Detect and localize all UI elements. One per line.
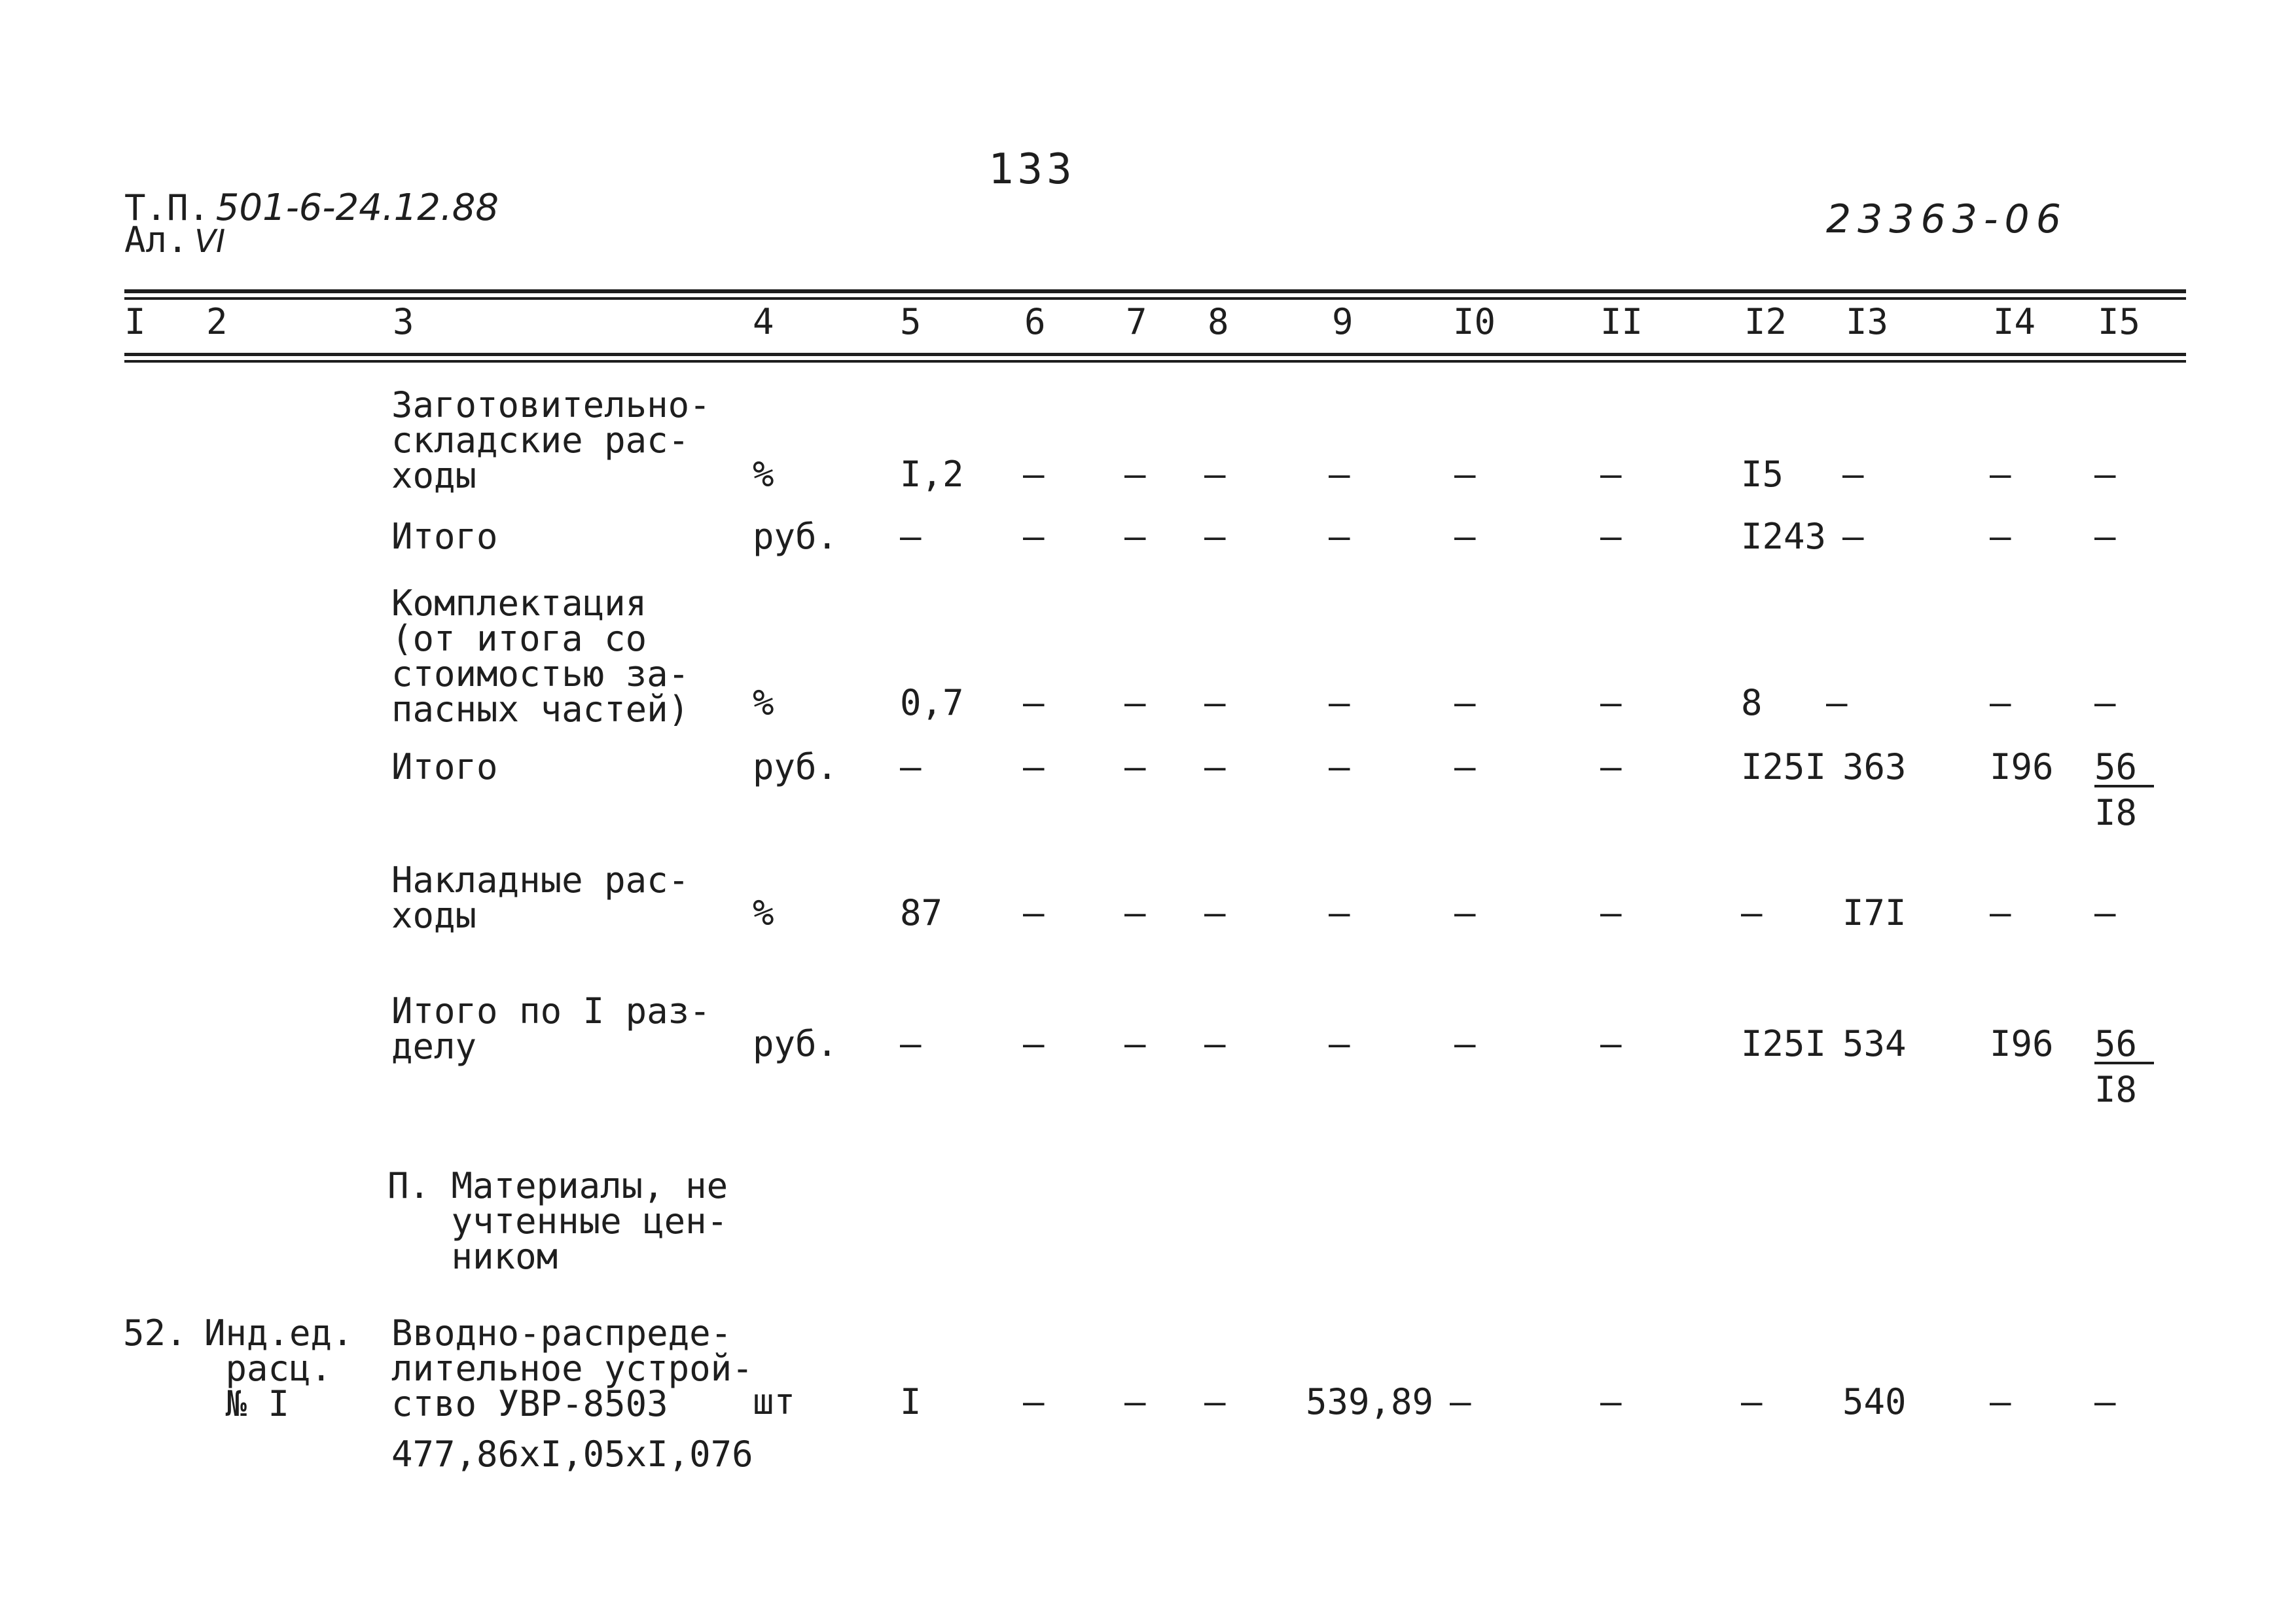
col-header-14: I4: [1993, 301, 2036, 342]
row2-col13: –: [1842, 516, 1864, 557]
item52-col8: –: [1204, 1381, 1226, 1422]
row3-col15: –: [2094, 682, 2116, 723]
row3-col8: –: [1204, 682, 1226, 723]
row5-col6: –: [1023, 892, 1045, 933]
col-header-11: II: [1600, 301, 1643, 342]
row3-col11: –: [1600, 682, 1622, 723]
row2-description: Итого: [391, 516, 498, 557]
row2-unit: руб.: [753, 516, 838, 557]
col-header-7: 7: [1126, 301, 1147, 342]
row2-col8: –: [1204, 516, 1226, 557]
row1-col12: I5: [1741, 454, 1784, 495]
item52-number: 52.: [123, 1312, 187, 1354]
col-header-8: 8: [1208, 301, 1229, 342]
row4-col7: –: [1124, 746, 1146, 787]
row4-col14: I96: [1990, 746, 2054, 787]
row2-col15: –: [2094, 516, 2116, 557]
row6-col10: –: [1454, 1023, 1476, 1064]
row1-col15: –: [2094, 454, 2116, 495]
item52-col6: –: [1023, 1381, 1045, 1422]
page-number: 133: [988, 145, 1076, 194]
row3-description: Комплектация (от итога со стоимостью за- пасных частей): [391, 583, 690, 730]
row5-col8: –: [1204, 892, 1226, 933]
top-rule-2: [124, 297, 2186, 300]
item52-col14: –: [1990, 1381, 2011, 1422]
row2-col14: –: [1990, 516, 2011, 557]
row5-col15: –: [2094, 892, 2116, 933]
row4-unit: руб.: [753, 746, 838, 787]
col-header-5: 5: [900, 301, 922, 342]
row5-description: Накладные рас- ходы: [391, 859, 690, 936]
row5-col9: –: [1329, 892, 1350, 933]
row5-col14: –: [1990, 892, 2011, 933]
row3-col13: –: [1826, 682, 1848, 723]
item52-col7: –: [1124, 1381, 1146, 1422]
row4-col15-denominator: I8: [2094, 792, 2138, 833]
item52-col9: 539,89: [1306, 1381, 1434, 1422]
row4-col15-top: 56: [2094, 749, 2154, 787]
item52-col10: –: [1450, 1381, 1471, 1422]
item52-price-code: Инд.ед. расц. № I: [204, 1312, 353, 1424]
item52-col5: I: [900, 1381, 922, 1422]
col-header-3: 3: [393, 301, 414, 342]
row2-col6: –: [1023, 516, 1045, 557]
row2-col5: –: [900, 516, 922, 557]
row4-col15-numerator: [2094, 746, 2154, 787]
item52-col13: 540: [1842, 1381, 1907, 1422]
row5-col5: 87: [900, 892, 943, 933]
row1-col11: –: [1600, 454, 1622, 495]
row4-col12: I25I: [1741, 746, 1827, 787]
col-header-10: I0: [1453, 301, 1496, 342]
row2-col10: –: [1454, 516, 1476, 557]
row5-col7: –: [1124, 892, 1146, 933]
row6-col5: –: [900, 1023, 922, 1064]
row6-col6: –: [1023, 1023, 1045, 1064]
row1-col13: –: [1842, 454, 1864, 495]
row1-description: Заготовительно- складские рас- ходы: [391, 384, 711, 496]
row1-unit: %: [753, 454, 774, 495]
row1-col9: –: [1329, 454, 1350, 495]
row4-col11: –: [1600, 746, 1622, 787]
row1-col6: –: [1023, 454, 1045, 495]
row4-col5: –: [900, 746, 922, 787]
tp-prefix: Т.П.: [124, 187, 210, 228]
row1-col7: –: [1124, 454, 1146, 495]
row3-col9: –: [1329, 682, 1350, 723]
row5-col11: –: [1600, 892, 1622, 933]
top-rule-1: [124, 289, 2186, 293]
row5-col10: –: [1454, 892, 1476, 933]
row4-col8: –: [1204, 746, 1226, 787]
item52-col15: –: [2094, 1381, 2116, 1422]
section2-title: П. Материалы, не учтенные цен- ником: [387, 1165, 728, 1277]
row6-col12: I25I: [1741, 1023, 1827, 1064]
row6-description: Итого по I раз- делу: [391, 990, 711, 1067]
row5-unit: %: [753, 892, 774, 933]
item52-description: Вводно-распреде- лительное устрой- ство УВР-8503: [391, 1312, 753, 1424]
item52-col12: –: [1741, 1381, 1763, 1422]
row3-col10: –: [1454, 682, 1476, 723]
row2-col9: –: [1329, 516, 1350, 557]
item52-unit: шт: [753, 1381, 796, 1422]
row3-col7: –: [1124, 682, 1146, 723]
row4-col6: –: [1023, 746, 1045, 787]
row6-col15-denominator: I8: [2094, 1069, 2138, 1110]
document-number: 23363-06: [1826, 196, 2068, 242]
row3-col12: 8: [1741, 682, 1763, 723]
row4-col10: –: [1454, 746, 1476, 787]
col-header-1: I: [124, 301, 146, 342]
row6-col15-top: 56: [2094, 1026, 2154, 1064]
item52-formula: 477,86xI,05xI,076: [391, 1434, 753, 1475]
col-header-6: 6: [1024, 301, 1046, 342]
row6-col15-numerator: [2094, 1023, 2154, 1064]
album-prefix: Ал.: [124, 219, 188, 261]
album-number: VI: [194, 223, 226, 260]
row6-col11: –: [1600, 1023, 1622, 1064]
album-line: [124, 219, 226, 261]
row3-col5: 0,7: [900, 682, 964, 723]
row4-col9: –: [1329, 746, 1350, 787]
row1-col14: –: [1990, 454, 2011, 495]
col-header-12: I2: [1744, 301, 1787, 342]
header-bottom-rule-2: [124, 360, 2186, 363]
col-header-13: I3: [1846, 301, 1889, 342]
row3-unit: %: [753, 682, 774, 723]
item52-col11: –: [1600, 1381, 1622, 1422]
row1-col8: –: [1204, 454, 1226, 495]
col-header-2: 2: [206, 301, 228, 342]
col-header-4: 4: [753, 301, 774, 342]
row3-col14: –: [1990, 682, 2011, 723]
row6-col8: –: [1204, 1023, 1226, 1064]
row2-col7: –: [1124, 516, 1146, 557]
row4-col13: 363: [1842, 746, 1907, 787]
row6-unit: руб.: [753, 1023, 838, 1064]
row6-col13: 534: [1842, 1023, 1907, 1064]
row1-col5: I,2: [900, 454, 964, 495]
row4-description: Итого: [391, 746, 498, 787]
row6-col14: I96: [1990, 1023, 2054, 1064]
row3-col6: –: [1023, 682, 1045, 723]
header-bottom-rule-1: [124, 353, 2186, 356]
tp-code: 501-6-24.12.88: [215, 187, 499, 229]
row5-col12: –: [1741, 892, 1763, 933]
col-header-15: I5: [2098, 301, 2141, 342]
row2-col12: I243: [1741, 516, 1827, 557]
row1-col10: –: [1454, 454, 1476, 495]
row5-col13: I7I: [1842, 892, 1907, 933]
row6-col9: –: [1329, 1023, 1350, 1064]
row2-col11: –: [1600, 516, 1622, 557]
col-header-9: 9: [1332, 301, 1354, 342]
row6-col7: –: [1124, 1023, 1146, 1064]
